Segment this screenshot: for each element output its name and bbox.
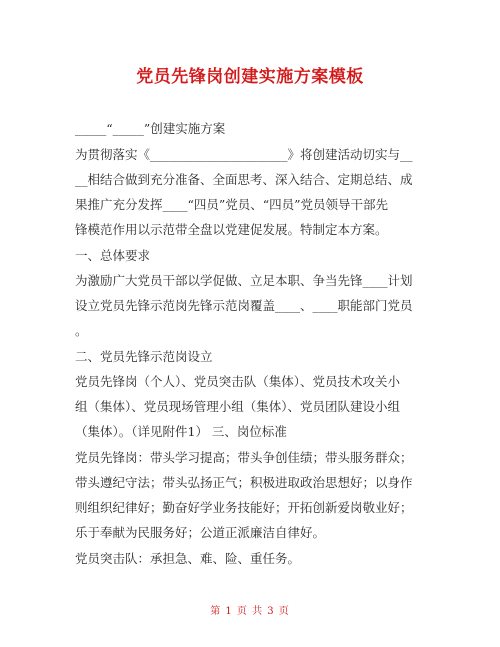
text-line: 锋模范作用以示范带全盘以党建促发展。特制定本方案。: [75, 222, 388, 237]
document-title: 党员先锋岗创建实施方案模板: [136, 67, 364, 87]
text-line: __相结合做到充分准备、全面思考、深入结合、定期总结、成: [75, 172, 413, 187]
text-line: 则组织纪律好；勤奋好学业务技能好；开拓创新爱岗敬业好；: [75, 500, 413, 515]
text-line: 为贯彻落实《______________________》将创建活动切实与__: [75, 147, 413, 162]
text-line: 。: [75, 323, 88, 338]
text-line: 带头遵纪守法；带头弘扬正气；积极进取政治思想好；以身作: [75, 475, 413, 490]
text-line: （集体）。（详见附件1） 三、岗位标准: [75, 424, 287, 439]
page-footer: 第 1 页 共 3 页: [210, 606, 290, 617]
text-line: 组（集体）、党员现场管理小组（集体）、党员团队建设小组: [75, 399, 401, 414]
text-line: 设立党员先锋示范岗先锋示范岗覆盖____、____职能部门党员: [75, 298, 413, 313]
text-line: _____“_____”创建实施方案: [75, 121, 226, 136]
text-line: 党员先锋岗：带头学习提高；带头争创佳绩；带头服务群众；: [75, 450, 413, 465]
text-line: 党员突击队：承担急、难、险、重任务。: [75, 551, 301, 566]
section-heading: 二、党员先锋示范岗设立: [75, 349, 213, 364]
text-line: 党员先锋岗（个人）、党员突击队（集体）、党员技术攻关小: [75, 374, 401, 389]
text-line: 乐于奉献为民服务好；公道正派廉洁自律好。: [75, 525, 326, 540]
text-line: 为激励广大党员干部以学促做、立足本职、争当先锋____计划: [75, 273, 413, 288]
text-line: 果推广充分发挥____“四员”党员、“四员”党员领导干部先: [75, 197, 389, 212]
section-heading: 一、总体要求: [75, 248, 151, 263]
